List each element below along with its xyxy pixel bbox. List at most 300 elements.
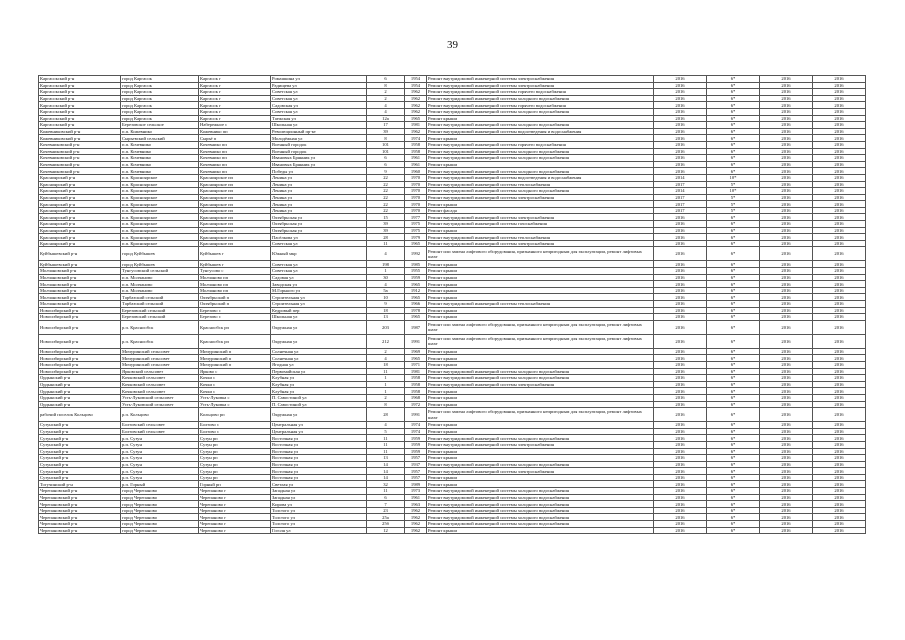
cell-district: Молчановский р-н	[39, 268, 121, 275]
cell-plan-year: 2016	[654, 394, 707, 401]
cell-street: Кирова ул	[271, 501, 367, 508]
cell-end-year: 2016	[813, 188, 866, 195]
cell-municipality: р.п. Сузун	[121, 435, 199, 442]
cell-plan-year: 2016	[654, 168, 707, 175]
cell-municipality: Мичуринский сельсовет	[121, 361, 199, 368]
cell-street: Клубная ул	[271, 388, 367, 395]
table-row	[39, 375, 866, 382]
cell-settlement: Кочевнико пп	[199, 141, 271, 148]
cell-plan-year: 2016	[654, 115, 707, 122]
cell-start-year: 2016	[760, 521, 813, 528]
cell-end-year: 2016	[813, 194, 866, 201]
cell-municipality: Мичуринский сельсовет	[121, 348, 199, 355]
cell-period: 6*	[707, 108, 760, 115]
cell-house-number: 6	[367, 494, 405, 501]
cell-start-year: 2016	[760, 268, 813, 275]
cell-work-type: Ремонт внутридомовой инженерной системы холодного водоснабжения	[427, 188, 654, 195]
cell-street: Восточная ул	[271, 461, 367, 468]
cell-start-year: 2016	[760, 474, 813, 481]
table-row	[39, 514, 866, 521]
cell-year-built: 1961	[405, 155, 427, 162]
cell-municipality: город Каргасок	[121, 89, 199, 96]
cell-plan-year: 2016	[654, 368, 707, 375]
table-row	[39, 161, 866, 168]
cell-house-number: 22	[367, 207, 405, 214]
cell-settlement: Черепаново г	[199, 514, 271, 521]
cell-start-year: 2016	[760, 287, 813, 294]
cell-settlement: Кочки с	[199, 388, 271, 395]
cell-plan-year: 2016	[654, 455, 707, 462]
cell-work-type: Ремонт внутридомовой инженерной системы теплоснабжения	[427, 301, 654, 308]
cell-start-year: 2016	[760, 448, 813, 455]
cell-start-year: 2016	[760, 388, 813, 395]
cell-plan-year: 2016	[654, 488, 707, 495]
cell-settlement: Черепаново г	[199, 527, 271, 534]
cell-district: Черепановский р-н	[39, 514, 121, 521]
cell-plan-year: 2016	[654, 320, 707, 334]
cell-street: Гоголя ул	[271, 527, 367, 534]
cell-municipality: п.п. Красноярское	[121, 188, 199, 195]
cell-municipality: город Черепаново	[121, 507, 199, 514]
cell-start-year: 2016	[760, 368, 813, 375]
cell-district: Новосибирский р-н	[39, 314, 121, 321]
cell-street: Первомайская ул	[271, 368, 367, 375]
cell-house-number: 32	[367, 481, 405, 488]
cell-year-built: 1974	[405, 422, 427, 429]
cell-district: Новосибирский р-н	[39, 355, 121, 362]
cell-district: Черепановский р-н	[39, 501, 121, 508]
cell-district: Кочевниковский р-н	[39, 141, 121, 148]
cell-district: Каргасокский р-н	[39, 89, 121, 96]
cell-street: Ленина ул	[271, 194, 367, 201]
table-row	[39, 155, 866, 162]
cell-period: 6*	[707, 161, 760, 168]
cell-municipality: Березовский сельский	[121, 307, 199, 314]
cell-period: 6*	[707, 320, 760, 334]
cell-house-number: 6	[367, 161, 405, 168]
cell-start-year: 2016	[760, 247, 813, 261]
cell-year-built: 1972	[405, 401, 427, 408]
table-row	[39, 507, 866, 514]
cell-period: 6*	[707, 247, 760, 261]
cell-work-type: Ремонт внутридомовой инженерной системы теплоснабжения	[427, 234, 654, 241]
table-row	[39, 455, 866, 462]
cell-start-year: 2016	[760, 314, 813, 321]
cell-period: 6*	[707, 221, 760, 228]
cell-period: 6*	[707, 468, 760, 475]
table-row	[39, 314, 866, 321]
cell-street: Толстого ул	[271, 521, 367, 528]
cell-start-year: 2016	[760, 227, 813, 234]
cell-house-number: 101	[367, 148, 405, 155]
cell-district: Красноярский р-н	[39, 174, 121, 181]
cell-district: Черепановский р-н	[39, 521, 121, 528]
cell-settlement: Сузун рп	[199, 455, 271, 462]
table-row	[39, 174, 866, 181]
table-row	[39, 168, 866, 175]
cell-district: Сузунский р-н	[39, 422, 121, 429]
cell-start-year: 2016	[760, 355, 813, 362]
cell-period: 5*	[707, 207, 760, 214]
cell-end-year: 2016	[813, 474, 866, 481]
cell-end-year: 2016	[813, 247, 866, 261]
cell-year-built: 1962	[405, 102, 427, 109]
cell-municipality: Болтовский сельсовет	[121, 428, 199, 435]
cell-street: Ленина ул	[271, 174, 367, 181]
cell-end-year: 2016	[813, 128, 866, 135]
cell-street: Заводская ул	[271, 281, 367, 288]
cell-start-year: 2016	[760, 307, 813, 314]
cell-plan-year: 2016	[654, 268, 707, 275]
cell-end-year: 2016	[813, 388, 866, 395]
cell-house-number: 9	[367, 168, 405, 175]
cell-district: Ордынский р-н	[39, 388, 121, 395]
cell-house-number: 18	[367, 307, 405, 314]
cell-end-year: 2016	[813, 155, 866, 162]
cell-settlement: Черепаново г	[199, 494, 271, 501]
cell-settlement: Куйбышев г	[199, 261, 271, 268]
cell-work-type: Ремонт внутридомовой инженерной системы электроснабжения	[427, 76, 654, 83]
cell-street: Октябрьская ул	[271, 227, 367, 234]
table-row	[39, 408, 866, 422]
cell-street: Военный городок	[271, 141, 367, 148]
cell-year-built: 1974	[405, 135, 427, 142]
cell-house-number: 25а	[367, 514, 405, 521]
cell-settlement: Красноярское пп	[199, 227, 271, 234]
cell-period: 6*	[707, 214, 760, 221]
cell-period: 6*	[707, 355, 760, 362]
cell-year-built: 1912	[405, 287, 427, 294]
cell-street: Кедровый пер	[271, 307, 367, 314]
table-row	[39, 287, 866, 294]
cell-start-year: 2016	[760, 240, 813, 247]
cell-municipality: Березовский сельский	[121, 314, 199, 321]
cell-period: 6*	[707, 435, 760, 442]
cell-settlement: Молчаново пп	[199, 274, 271, 281]
cell-street: Ленина ул	[271, 188, 367, 195]
cell-work-type: Ремонт крыши	[427, 455, 654, 462]
cell-work-type: Ремонт крыши	[427, 474, 654, 481]
cell-work-type: Ремонт крыши	[427, 115, 654, 122]
cell-street: Солнечная ул	[271, 355, 367, 362]
cell-work-type: Ремонт внутридомовой инженерной системы холодного водоснабжения	[427, 368, 654, 375]
cell-settlement: Кочевнико пп	[199, 155, 271, 162]
cell-municipality: город Куйбышев	[121, 247, 199, 261]
cell-start-year: 2016	[760, 455, 813, 462]
cell-district: Новосибирский р-н	[39, 361, 121, 368]
cell-work-type: Ремонт крыши	[427, 287, 654, 294]
cell-settlement: Кочевнико пп	[199, 168, 271, 175]
cell-plan-year: 2016	[654, 287, 707, 294]
cell-end-year: 2016	[813, 368, 866, 375]
cell-district: Сузунский р-н	[39, 441, 121, 448]
cell-end-year: 2016	[813, 521, 866, 528]
cell-district: Сузунский р-н	[39, 428, 121, 435]
cell-end-year: 2016	[813, 115, 866, 122]
cell-district: Каргасокский р-н	[39, 102, 121, 109]
cell-house-number: 11	[367, 448, 405, 455]
cell-street: Школьная ул	[271, 314, 367, 321]
cell-plan-year: 2016	[654, 135, 707, 142]
cell-start-year: 2016	[760, 221, 813, 228]
cell-street: Ромашкина ул	[271, 76, 367, 83]
table-row	[39, 361, 866, 368]
cell-year-built: 1962	[405, 514, 427, 521]
cell-district: Красноярский р-н	[39, 194, 121, 201]
cell-period: 6*	[707, 234, 760, 241]
cell-municipality: р.п. Сузун	[121, 461, 199, 468]
cell-year-built: 1937	[405, 461, 427, 468]
cell-house-number: 4	[367, 247, 405, 261]
cell-house-number: 10	[367, 294, 405, 301]
cell-house-number: 2	[367, 89, 405, 96]
table-row	[39, 320, 866, 334]
cell-end-year: 2016	[813, 375, 866, 382]
cell-work-type: Ремонт внутридомовой инженерной системы электроснабжения	[427, 381, 654, 388]
cell-plan-year: 2016	[654, 240, 707, 247]
cell-municipality: город Каргасок	[121, 76, 199, 83]
cell-start-year: 2016	[760, 375, 813, 382]
cell-start-year: 2016	[760, 394, 813, 401]
cell-period: 6*	[707, 494, 760, 501]
cell-work-type: Ремонт внутридомовой инженерной системы холодного водоснабжения	[427, 514, 654, 521]
table-row	[39, 355, 866, 362]
cell-period: 6*	[707, 461, 760, 468]
cell-district: Каргасокский р-н	[39, 76, 121, 83]
cell-district: Молчановский р-н	[39, 281, 121, 288]
table-row	[39, 135, 866, 142]
cell-end-year: 2016	[813, 307, 866, 314]
cell-start-year: 2016	[760, 481, 813, 488]
cell-plan-year: 2016	[654, 355, 707, 362]
cell-street: Советская ул	[271, 261, 367, 268]
cell-work-type: Ремонт внутридомовой инженерной системы электроснабжения	[427, 194, 654, 201]
table-row	[39, 334, 866, 348]
cell-street: Пасёлкова ул	[271, 234, 367, 241]
cell-plan-year: 2016	[654, 468, 707, 475]
cell-period: 6*	[707, 89, 760, 96]
cell-municipality: р.п. Сузун	[121, 455, 199, 462]
cell-district: Сузунский р-н	[39, 455, 121, 462]
cell-settlement: Усть-Луковка с	[199, 401, 271, 408]
table-row	[39, 428, 866, 435]
cell-house-number: 25б	[367, 521, 405, 528]
cell-year-built: 1958	[405, 148, 427, 155]
cell-year-built: 1987	[405, 320, 427, 334]
cell-start-year: 2016	[760, 141, 813, 148]
cell-house-number: 8	[367, 135, 405, 142]
cell-year-built: 1965	[405, 281, 427, 288]
cell-year-built: 1962	[405, 527, 427, 534]
cell-municipality: город Черепаново	[121, 494, 199, 501]
cell-district: Ордынский р-н	[39, 381, 121, 388]
cell-house-number: 4	[367, 422, 405, 429]
cell-plan-year: 2016	[654, 514, 707, 521]
cell-end-year: 2016	[813, 294, 866, 301]
cell-work-type: Ремонт внутридомовой инженерной системы холодного водоснабжения	[427, 108, 654, 115]
cell-end-year: 2016	[813, 494, 866, 501]
cell-house-number: 39	[367, 128, 405, 135]
cell-plan-year: 2016	[654, 281, 707, 288]
cell-start-year: 2016	[760, 234, 813, 241]
cell-work-type: Ремонт крыши	[427, 481, 654, 488]
cell-work-type: Ремонт крыши	[427, 428, 654, 435]
cell-district: рабочий поселок Кольцово	[39, 408, 121, 422]
cell-year-built: 1966	[405, 301, 427, 308]
cell-house-number: 1	[367, 388, 405, 395]
cell-end-year: 2016	[813, 274, 866, 281]
cell-settlement: Набережное с	[199, 122, 271, 129]
cell-end-year: 2016	[813, 161, 866, 168]
cell-year-built: 1959	[405, 274, 427, 281]
cell-house-number: 14	[367, 468, 405, 475]
cell-settlement: Красноярское пп	[199, 207, 271, 214]
cell-period: 6*	[707, 401, 760, 408]
cell-street: Клубная ул	[271, 381, 367, 388]
cell-plan-year: 2017	[654, 201, 707, 208]
cell-end-year: 2016	[813, 221, 866, 228]
table-row	[39, 234, 866, 241]
cell-work-type: Ремонт внутридомовой инженерной системы электроснабжения	[427, 82, 654, 89]
cell-settlement: Черепаново г	[199, 501, 271, 508]
cell-end-year: 2016	[813, 207, 866, 214]
cell-year-built: 1957	[405, 474, 427, 481]
cell-street: Толстого ул	[271, 514, 367, 521]
cell-plan-year: 2016	[654, 122, 707, 129]
cell-work-type: Ремонт или замена лифтового оборудования, признанного непригодным для эксплуатации, ремонт лифтовых шахт	[427, 408, 654, 422]
cell-plan-year: 2016	[654, 108, 707, 115]
cell-house-number: 12	[367, 527, 405, 534]
cell-year-built: 1962	[405, 128, 427, 135]
cell-year-built: 1962	[405, 89, 427, 96]
cell-year-built: 1958	[405, 381, 427, 388]
cell-street: Победы ул	[271, 168, 367, 175]
cell-period: 6*	[707, 448, 760, 455]
cell-municipality: город Каргасок	[121, 115, 199, 122]
cell-start-year: 2016	[760, 128, 813, 135]
cell-work-type: Ремонт крыши	[427, 401, 654, 408]
cell-settlement: Октябрьский п	[199, 294, 271, 301]
cell-plan-year: 2016	[654, 82, 707, 89]
table-row	[39, 201, 866, 208]
cell-end-year: 2016	[813, 268, 866, 275]
cell-end-year: 2016	[813, 122, 866, 129]
cell-district: Сузунский р-н	[39, 461, 121, 468]
cell-year-built: 1955	[405, 268, 427, 275]
cell-year-built: 1959	[405, 435, 427, 442]
cell-house-number: 12а	[367, 115, 405, 122]
table-row	[39, 474, 866, 481]
cell-street: Толстого ул	[271, 507, 367, 514]
cell-period: 6*	[707, 388, 760, 395]
cell-street: Окружная ул	[271, 320, 367, 334]
cell-plan-year: 2016	[654, 234, 707, 241]
cell-settlement: Молчаново пп	[199, 281, 271, 288]
cell-district: Ордынский р-н	[39, 394, 121, 401]
cell-end-year: 2016	[813, 361, 866, 368]
cell-year-built: 1971	[405, 361, 427, 368]
cell-start-year: 2016	[760, 401, 813, 408]
cell-end-year: 2016	[813, 422, 866, 429]
cell-end-year: 2016	[813, 448, 866, 455]
table-row	[39, 207, 866, 214]
cell-settlement: Кожевнико пп	[199, 128, 271, 135]
cell-plan-year: 2016	[654, 501, 707, 508]
cell-settlement: Каргасок г	[199, 108, 271, 115]
cell-district: Ордынский р-н	[39, 401, 121, 408]
cell-house-number: 4	[367, 281, 405, 288]
cell-plan-year: 2016	[654, 314, 707, 321]
cell-municipality: п.п. Кочевнико	[121, 161, 199, 168]
cell-settlement: Сузун рп	[199, 435, 271, 442]
cell-settlement: Болтово с	[199, 422, 271, 429]
cell-plan-year: 2016	[654, 141, 707, 148]
cell-municipality: город Каргасок	[121, 108, 199, 115]
cell-end-year: 2016	[813, 468, 866, 475]
cell-period: 6*	[707, 474, 760, 481]
cell-end-year: 2016	[813, 355, 866, 362]
cell-year-built: 1979	[405, 234, 427, 241]
table-row	[39, 274, 866, 281]
cell-work-type: Ремонт внутридомовой инженерной системы холодного водоснабжения	[427, 488, 654, 495]
cell-year-built: 1957	[405, 455, 427, 462]
cell-start-year: 2016	[760, 168, 813, 175]
cell-start-year: 2016	[760, 89, 813, 96]
table-row	[39, 481, 866, 488]
cell-house-number: 8	[367, 401, 405, 408]
cell-street: Восточная ул	[271, 435, 367, 442]
cell-municipality: Мичуринский сельсовет	[121, 355, 199, 362]
cell-plan-year: 2016	[654, 294, 707, 301]
cell-municipality: Болтовский сельсовет	[121, 422, 199, 429]
cell-district: Красноярский р-н	[39, 221, 121, 228]
cell-work-type: Ремонт внутридомовой инженерной системы холодного водоснабжения	[427, 461, 654, 468]
cell-period: 5*	[707, 181, 760, 188]
cell-work-type: Ремонт внутридомовой инженерной системы холодного водоснабжения	[427, 494, 654, 501]
table-row	[39, 307, 866, 314]
cell-settlement: Красноярское пп	[199, 214, 271, 221]
cell-plan-year: 2016	[654, 128, 707, 135]
cell-period: 6*	[707, 375, 760, 382]
table-row	[39, 461, 866, 468]
cell-period: 6*	[707, 488, 760, 495]
cell-year-built: 1981	[405, 122, 427, 129]
cell-settlement: Красноярское пп	[199, 234, 271, 241]
cell-district: Сузунский р-н	[39, 474, 121, 481]
cell-year-built: 1958	[405, 141, 427, 148]
cell-settlement: Кочевнико пп	[199, 148, 271, 155]
cell-district: Кочевниковский р-н	[39, 161, 121, 168]
cell-settlement: Сузун рп	[199, 468, 271, 475]
cell-year-built: 1970	[405, 188, 427, 195]
table-row	[39, 468, 866, 475]
cell-street: Клубная ул	[271, 375, 367, 382]
cell-start-year: 2016	[760, 135, 813, 142]
cell-street: Ленина ул	[271, 201, 367, 208]
table-row	[39, 394, 866, 401]
cell-municipality: п.п. Красноярское	[121, 221, 199, 228]
cell-municipality: город Черепаново	[121, 521, 199, 528]
table-row	[39, 102, 866, 109]
cell-house-number: 4	[367, 355, 405, 362]
cell-district: Черепановский р-н	[39, 507, 121, 514]
cell-settlement: Усть-Луковка с	[199, 394, 271, 401]
cell-work-type: Ремонт внутридомовой инженерной системы холодного водоснабжения	[427, 148, 654, 155]
cell-house-number: 14	[367, 474, 405, 481]
cell-district: Каргасокский р-н	[39, 82, 121, 89]
cell-work-type: Ремонт внутридомовой инженерной системы холодного водоснабжения	[427, 375, 654, 382]
page-number: 39	[447, 39, 458, 51]
